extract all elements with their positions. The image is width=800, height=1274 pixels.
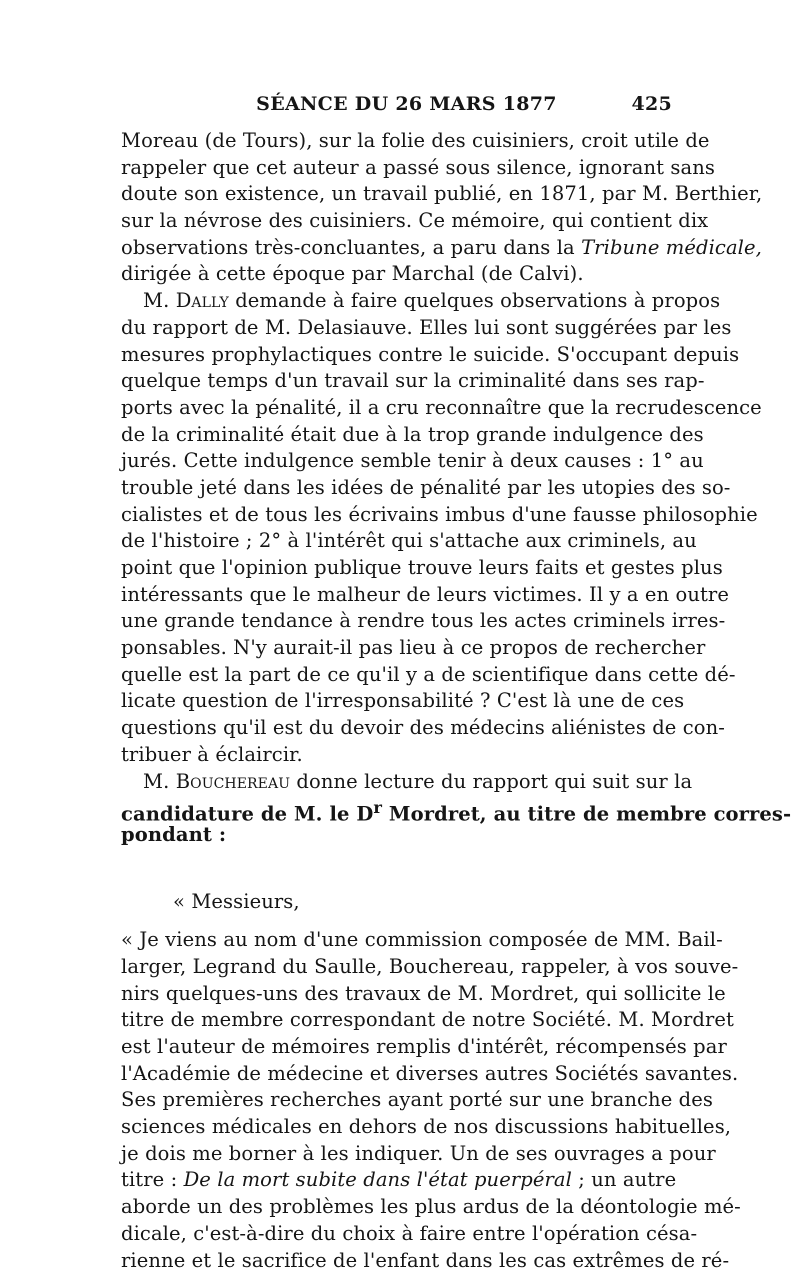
- line-text: M.: [143, 770, 169, 793]
- text-line: [121, 288, 673, 315]
- text-line: ponsables. N'y aurait-il pas lieu à ce propos de rechercher: [121, 635, 673, 662]
- text-line: « Je viens au nom d'une commission composée de MM. Bail-: [121, 927, 673, 954]
- text-line: dicale, c'est-à-dire du choix à faire entre l'opération césa-: [121, 1221, 673, 1248]
- text-line: rappeler que cet auteur a passé sous silence, ignorant sans: [121, 155, 673, 182]
- text-line: cialistes et de tous les écrivains imbus d'une fausse philosophie: [121, 502, 673, 529]
- superscript: r: [373, 798, 382, 817]
- line-text: Mordret, au titre de membre corres-: [389, 803, 791, 826]
- text-line: l'Académie de médecine et diverses autres Sociétés savantes.: [121, 1061, 673, 1088]
- text-line: du rapport de M. Delasiauve. Elles lui sont suggérées par les: [121, 315, 673, 342]
- text-line: point que l'opinion publique trouve leurs faits et gestes plus: [121, 555, 673, 582]
- line-text: demande à faire quelques observations à propos: [235, 289, 720, 312]
- text-line: de la criminalité était due à la trop grande indulgence des: [121, 422, 673, 449]
- text-line: sciences médicales en dehors de nos discussions habituelles,: [121, 1114, 673, 1141]
- text-line: quelque temps d'un travail sur la criminalité dans ses rap-: [121, 368, 673, 395]
- text-line: intéressants que le malheur de leurs victimes. Il y a en outre: [121, 582, 673, 609]
- line-text: titre :: [121, 1168, 177, 1191]
- speaker-name: Bouchereau: [176, 770, 290, 793]
- text-line: sur la névrose des cuisiniers. Ce mémoire, qui contient dix: [121, 208, 673, 235]
- text-line: dirigée à cette époque par Marchal (de Calvi).: [121, 261, 673, 288]
- running-head-title: SÉANCE DU 26 MARS 1877: [121, 93, 672, 115]
- work-title: De la mort subite dans l'état puerpéral: [184, 1168, 572, 1191]
- text-line: rienne et le sacrifice de l'enfant dans les cas extrêmes de ré-: [121, 1248, 673, 1274]
- text-line: ports avec la pénalité, il a cru reconnaître que la recrudescence: [121, 395, 673, 422]
- page-number: 425: [631, 93, 672, 115]
- text-line: trouble jeté dans les idées de pénalité par les utopies des so-: [121, 475, 673, 502]
- line-text: candidature de M. le D: [121, 803, 373, 826]
- text-line: aborde un des problèmes les plus ardus de la déontologie mé-: [121, 1194, 673, 1221]
- text-line: [121, 235, 673, 262]
- text-line: quelle est la part de ce qu'il y a de scientifique dans cette dé-: [121, 662, 673, 689]
- text-line: mesures prophylactiques contre le suicide. S'occupant depuis: [121, 342, 673, 369]
- speaker-name: Dally: [176, 289, 229, 312]
- journal-title: Tribune médicale,: [581, 236, 762, 259]
- text-line: doute son existence, un travail publié, en 1871, par M. Berthier,: [121, 181, 673, 208]
- text-line: titre de membre correspondant de notre Société. M. Mordret: [121, 1007, 673, 1034]
- running-head: [121, 93, 672, 123]
- text-line: licate question de l'irresponsabilité ? C'est là une de ces: [121, 688, 673, 715]
- text-line: [121, 1167, 673, 1194]
- line-text: observations très-concluantes, a paru dans la: [121, 236, 575, 259]
- line-text: donne lecture du rapport qui suit sur la: [296, 770, 692, 793]
- text-line: pondant :: [121, 822, 673, 849]
- text-line: une grande tendance à rendre tous les actes criminels irres-: [121, 608, 673, 635]
- salutation: « Messieurs,: [121, 889, 673, 916]
- body-text: [121, 128, 673, 1274]
- text-line: tribuer à éclaircir.: [121, 742, 673, 769]
- paragraph-gap: [121, 849, 673, 889]
- text-line: jurés. Cette indulgence semble tenir à deux causes : 1° au: [121, 448, 673, 475]
- line-text: ; un autre: [578, 1168, 676, 1191]
- text-line: [121, 795, 673, 822]
- text-line: de l'histoire ; 2° à l'intérêt qui s'attache aux criminels, au: [121, 528, 673, 555]
- text-line: [121, 769, 673, 796]
- paragraph-gap: [121, 915, 673, 927]
- text-line: Moreau (de Tours), sur la folie des cuisiniers, croit utile de: [121, 128, 673, 155]
- text-line: Ses premières recherches ayant porté sur une branche des: [121, 1087, 673, 1114]
- text-line: je dois me borner à les indiquer. Un de ses ouvrages a pour: [121, 1141, 673, 1168]
- text-line: nirs quelques-uns des travaux de M. Mordret, qui sollicite le: [121, 981, 673, 1008]
- line-text: M.: [143, 289, 169, 312]
- text-line: larger, Legrand du Saulle, Bouchereau, rappeler, à vos souve-: [121, 954, 673, 981]
- text-line: est l'auteur de mémoires remplis d'intérêt, récompensés par: [121, 1034, 673, 1061]
- text-line: questions qu'il est du devoir des médecins aliénistes de con-: [121, 715, 673, 742]
